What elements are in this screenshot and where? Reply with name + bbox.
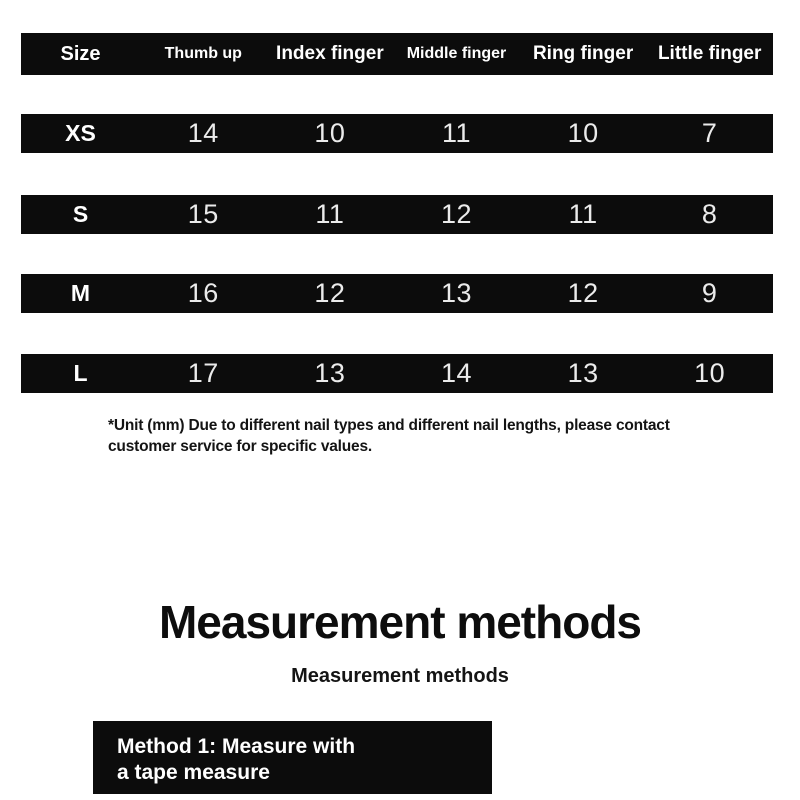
cell-m-thumb: 16 xyxy=(187,278,219,308)
cell-xs-index: 10 xyxy=(314,118,346,148)
header-index-finger: Index finger xyxy=(276,43,384,64)
cell-xs-middle: 11 xyxy=(441,118,471,148)
row-size-label: L xyxy=(73,360,88,386)
method-1-line-2: a tape measure xyxy=(117,761,270,784)
header-size: Size xyxy=(60,42,101,65)
method-1-box xyxy=(93,721,492,794)
header-little-finger: Little finger xyxy=(657,43,762,64)
cell-m-middle: 13 xyxy=(440,278,473,308)
cell-l-middle: 14 xyxy=(440,358,473,388)
cell-s-ring: 11 xyxy=(568,199,598,229)
cell-l-thumb: 17 xyxy=(187,358,219,388)
cell-s-little: 8 xyxy=(701,199,718,229)
measurement-methods-title: Measurement methods xyxy=(158,596,641,648)
table-header-row xyxy=(21,33,773,75)
row-size-label: XS xyxy=(65,120,96,146)
header-ring-finger: Ring finger xyxy=(532,43,634,64)
measurement-methods-subtitle: Measurement methods xyxy=(291,665,509,687)
cell-l-index: 13 xyxy=(314,358,346,388)
header-thumb-up: Thumb up xyxy=(164,45,242,62)
cell-l-ring: 13 xyxy=(567,358,599,388)
cell-m-ring: 12 xyxy=(567,278,599,308)
cell-m-index: 12 xyxy=(314,278,346,308)
unit-note xyxy=(108,415,670,457)
cell-s-thumb: 15 xyxy=(187,199,219,229)
cell-s-index: 11 xyxy=(315,199,345,229)
table-row-l xyxy=(21,354,773,393)
table-row-xs xyxy=(21,114,773,153)
cell-xs-little: 7 xyxy=(701,118,718,148)
row-size-label: S xyxy=(72,201,89,227)
unit-note-line-2: customer service for specific values. xyxy=(108,438,372,455)
row-size-label: M xyxy=(70,280,91,306)
cell-l-little: 10 xyxy=(694,358,726,388)
header-middle-finger: Middle finger xyxy=(406,45,507,62)
cell-xs-thumb: 14 xyxy=(187,118,219,148)
method-1-line-1: Method 1: Measure with xyxy=(117,735,356,758)
cell-m-little: 9 xyxy=(701,278,718,308)
table-row-s xyxy=(21,195,773,234)
cell-s-middle: 12 xyxy=(440,199,473,229)
cell-xs-ring: 10 xyxy=(567,118,599,148)
table-row-m xyxy=(21,274,773,313)
unit-note-line-1: *Unit (mm) Due to different nail types and different nail lengths, please contact xyxy=(108,417,670,434)
